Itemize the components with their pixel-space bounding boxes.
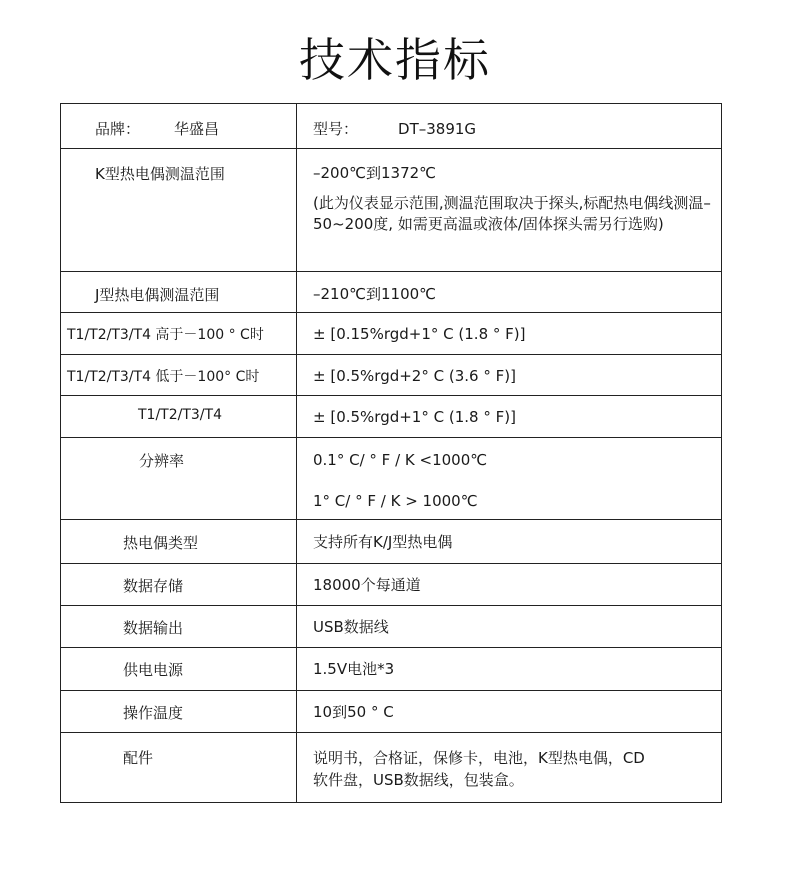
row-value: USB数据线 bbox=[313, 618, 389, 636]
row-value-2: 软件盘，USB数据线，包装盒。 bbox=[313, 771, 524, 789]
table-row bbox=[61, 396, 722, 438]
row-value-cell bbox=[297, 438, 722, 520]
row-value-cell bbox=[297, 564, 722, 606]
brand-cell bbox=[61, 104, 297, 149]
row-value: ± [0.5%rgd+1° C (1.8 ° F)] bbox=[313, 408, 516, 426]
row-value: 支持所有K/J型热电偶 bbox=[313, 533, 453, 551]
table-row bbox=[61, 272, 722, 313]
row-value-cell bbox=[297, 648, 722, 691]
table-row bbox=[61, 733, 722, 803]
row-value: –210℃到1100℃ bbox=[313, 285, 436, 303]
row-value-cell bbox=[297, 272, 722, 313]
model-label: 型号： bbox=[313, 120, 359, 138]
table-row bbox=[61, 520, 722, 564]
row-label-cell bbox=[61, 733, 297, 803]
table-row bbox=[61, 149, 722, 272]
table-row bbox=[61, 355, 722, 396]
model-value: DT–3891G bbox=[398, 120, 477, 138]
row-label: 分辨率 bbox=[139, 452, 185, 470]
row-label-cell bbox=[61, 606, 297, 648]
table-row bbox=[61, 606, 722, 648]
row-value: 说明书，合格证，保修卡，电池，K型热电偶，CD bbox=[313, 749, 645, 767]
row-label-cell bbox=[61, 520, 297, 564]
row-label-cell bbox=[61, 564, 297, 606]
row-value-cell bbox=[297, 606, 722, 648]
row-label: 供电电源 bbox=[123, 661, 184, 679]
row-label-cell bbox=[61, 149, 297, 272]
row-value: –200℃到1372℃ bbox=[313, 164, 436, 182]
row-label-cell bbox=[61, 272, 297, 313]
row-value-cell bbox=[297, 149, 722, 272]
table-row bbox=[61, 438, 722, 520]
row-label: 操作温度 bbox=[123, 704, 184, 722]
row-value-2: 1° C/ ° F / K > 1000℃ bbox=[313, 492, 478, 510]
row-label-cell bbox=[61, 691, 297, 733]
row-label: 数据输出 bbox=[123, 619, 184, 637]
row-label: T1/T2/T3/T4 低于－100° C时 bbox=[67, 369, 260, 385]
row-label: T1/T2/T3/T4 高于－100 ° C时 bbox=[67, 327, 264, 343]
table-row bbox=[61, 104, 722, 149]
model-cell bbox=[297, 104, 722, 149]
row-value-cell bbox=[297, 396, 722, 438]
table-row bbox=[61, 648, 722, 691]
row-label: 数据存储 bbox=[123, 577, 184, 595]
row-value: ± [0.15%rgd+1° C (1.8 ° F)] bbox=[313, 325, 526, 343]
table-row bbox=[61, 313, 722, 355]
row-value-cell bbox=[297, 520, 722, 564]
brand-value: 华盛昌 bbox=[174, 120, 220, 138]
row-label-cell bbox=[61, 438, 297, 520]
row-value: 1.5V电池*3 bbox=[313, 660, 395, 678]
row-value: 0.1° C/ ° F / K <1000℃ bbox=[313, 451, 488, 469]
row-value: 10到50 ° C bbox=[313, 703, 394, 721]
row-note: (此为仪表显示范围,测温范围取决于探头,标配热电偶线测温–50~200度, 如需更高温或液体/固体探头需另行选购) bbox=[313, 194, 711, 233]
spec-table bbox=[60, 103, 722, 803]
row-label: J型热电偶测温范围 bbox=[95, 286, 220, 304]
row-label-cell bbox=[61, 355, 297, 396]
page-title: 技术指标 bbox=[299, 33, 491, 87]
row-value-cell bbox=[297, 733, 722, 803]
row-label: 配件 bbox=[123, 749, 154, 767]
row-value-cell bbox=[297, 313, 722, 355]
table-row bbox=[61, 564, 722, 606]
row-value-cell bbox=[297, 691, 722, 733]
row-label-cell bbox=[61, 648, 297, 691]
row-label: 热电偶类型 bbox=[123, 534, 199, 552]
brand-label: 品牌： bbox=[95, 120, 141, 138]
table-row bbox=[61, 691, 722, 733]
row-value: 18000个每通道 bbox=[313, 576, 421, 594]
row-value-cell bbox=[297, 355, 722, 396]
row-label-cell bbox=[61, 313, 297, 355]
row-value: ± [0.5%rgd+2° C (3.6 ° F)] bbox=[313, 367, 516, 385]
row-label: K型热电偶测温范围 bbox=[95, 165, 225, 183]
row-label: T1/T2/T3/T4 bbox=[138, 407, 222, 423]
row-label-cell bbox=[61, 396, 297, 438]
